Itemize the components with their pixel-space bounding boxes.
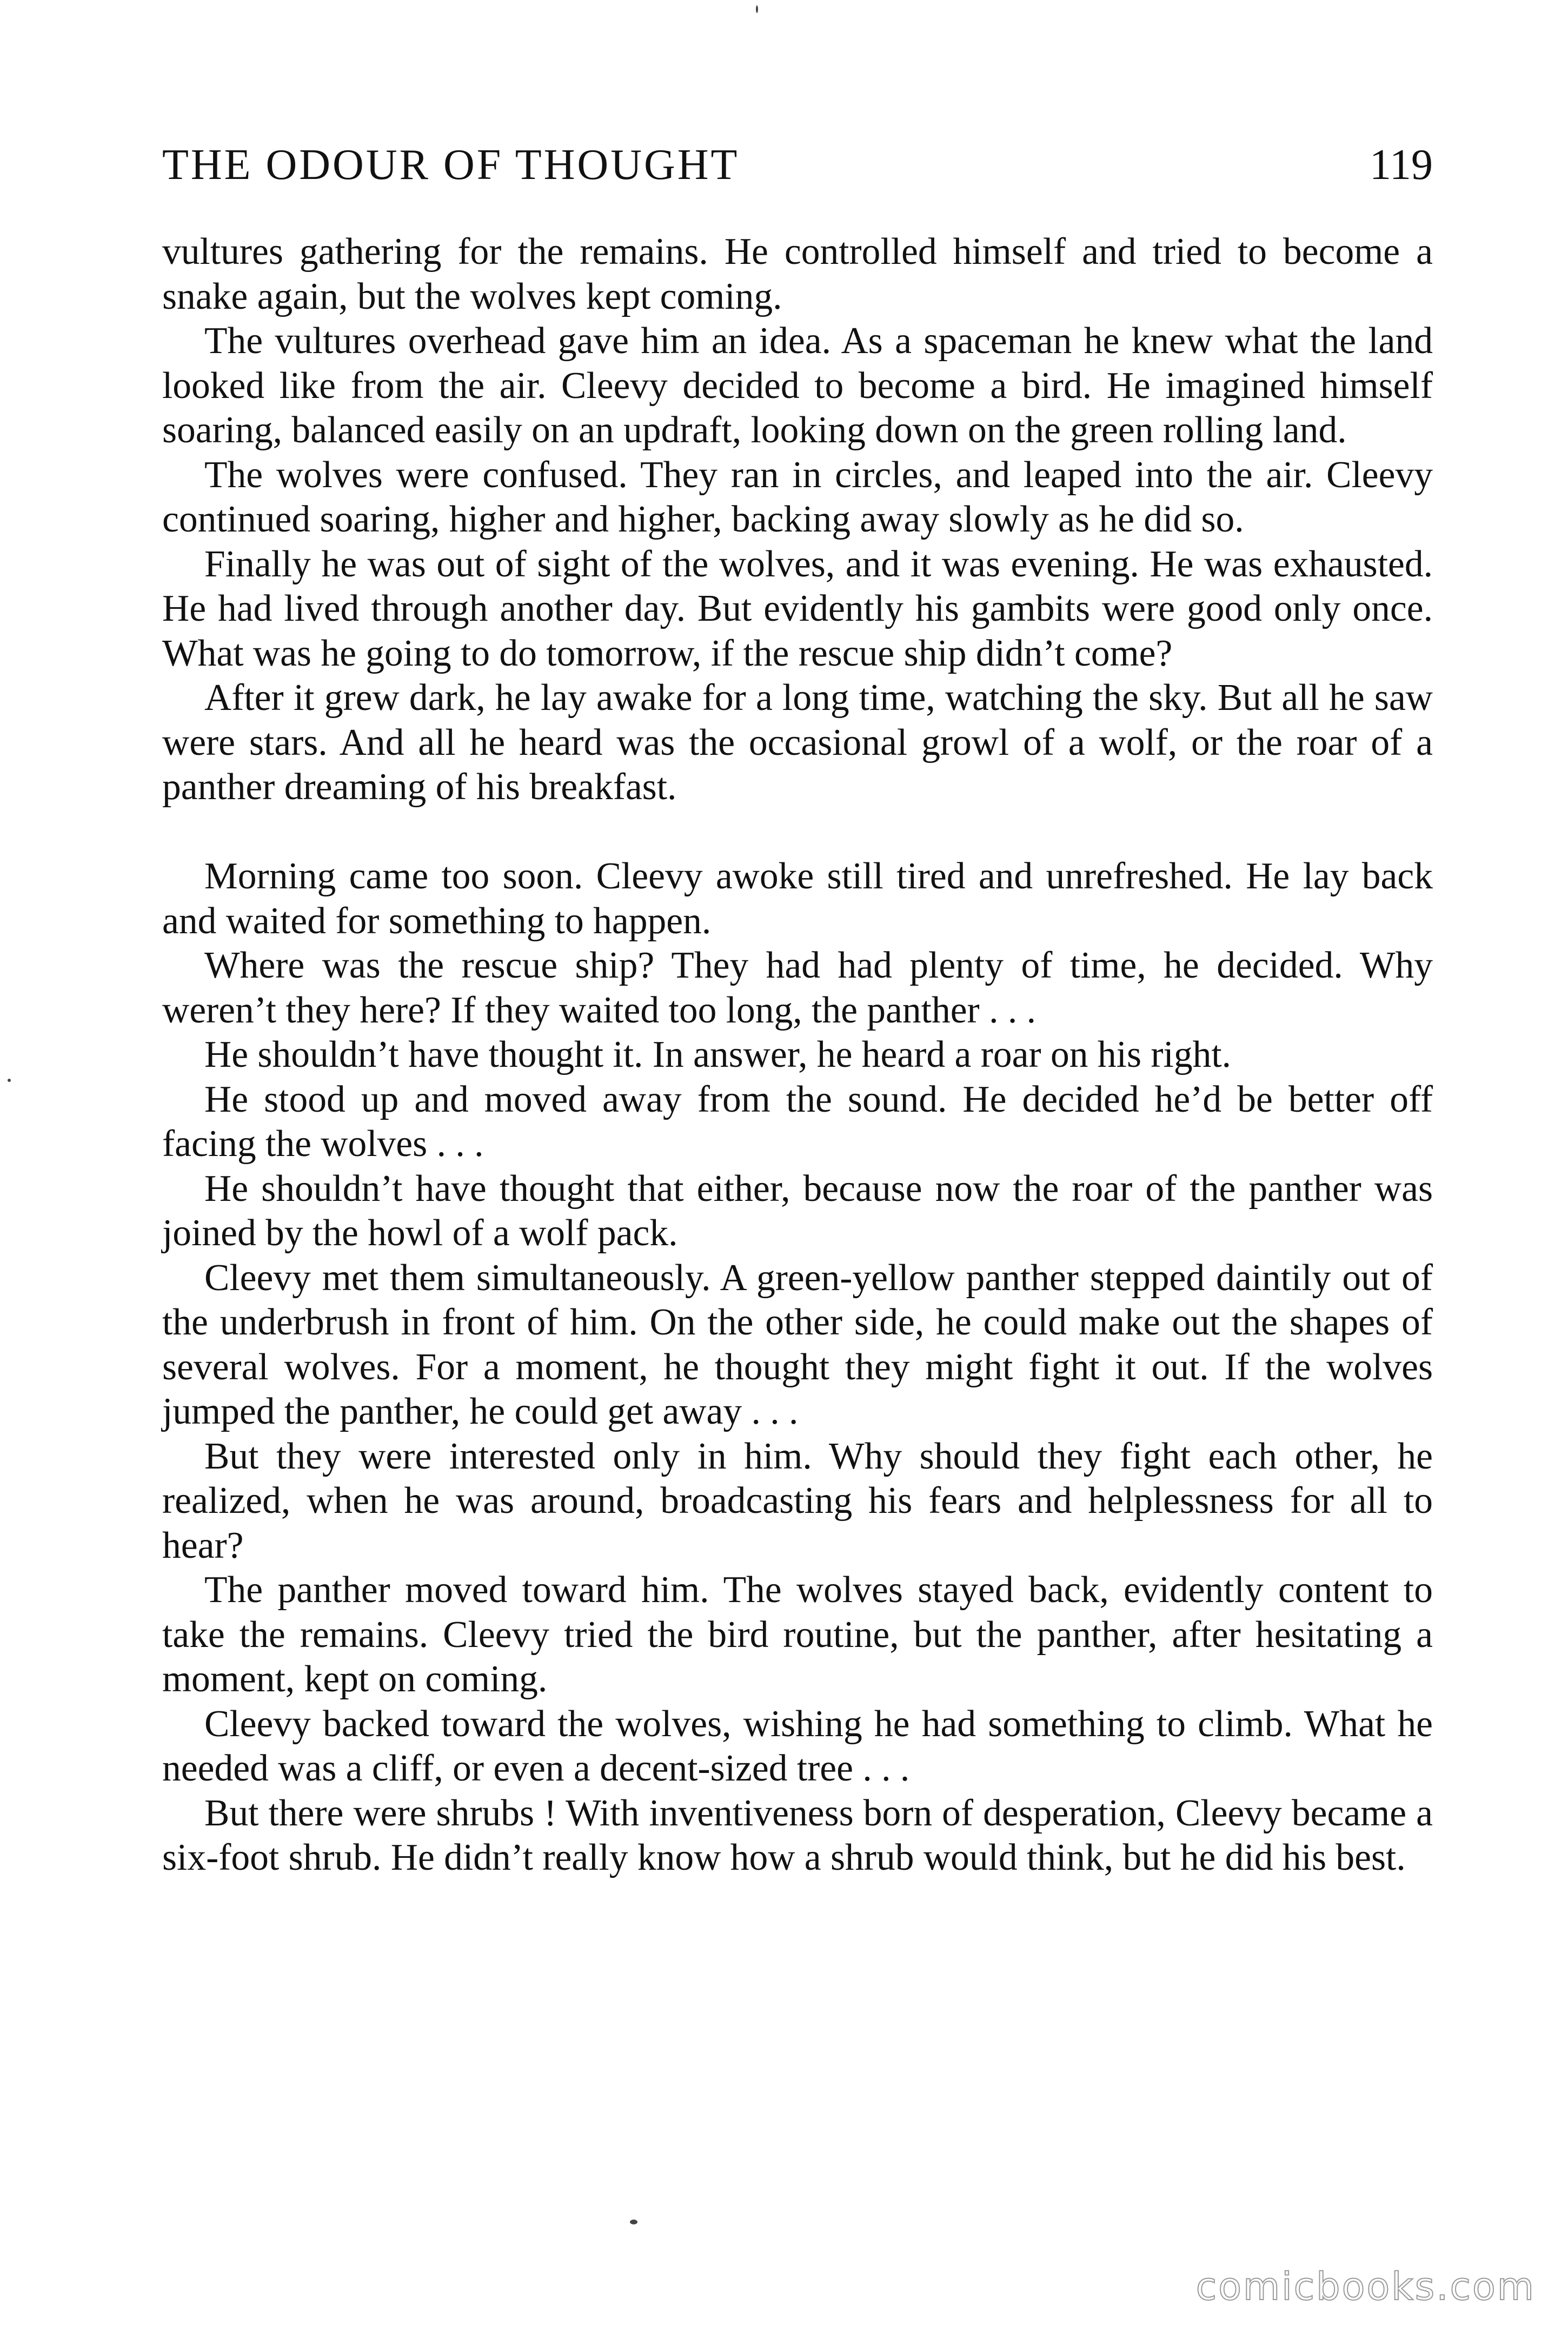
- print-speck: [630, 2220, 637, 2224]
- paragraph: Cleevy backed toward the wolves, wishing he had something to climb. What he needed was a cliff, or even a decent-sized tree . . .: [162, 1703, 1433, 1789]
- paragraph: He shouldn’t have thought it. In answer, he heard a roar on his right.: [204, 1034, 1231, 1075]
- paragraph: Cleevy met them simultaneously. A green-yellow panther stepped daintily out of the underbrush in front of him. On the other side, he could make out the shapes of several wolves. For a moment, he thought they might fight it out. If the wolves jumped the panther, he could get away . . .: [162, 1257, 1433, 1432]
- paragraph: But they were interested only in him. Why should they fight each other, he realized, when he was around, broadcasting his fears and helplessness for all to hear?: [162, 1435, 1433, 1566]
- print-speck: [8, 1079, 11, 1082]
- print-speck: [756, 5, 758, 13]
- watermark: comicbooks.com: [1195, 2264, 1536, 2309]
- paragraph: Finally he was out of sight of the wolves, and it was evening. He was exhausted. He had lived through another day. But evidently his gambits were good only once. What was he going to do tomorrow, if the rescue ship didn’t come?: [162, 543, 1433, 674]
- paragraph: The panther moved toward him. The wolves stayed back, evidently content to take the remains. Cleevy tried the bird routine, but the panther, after hesitating a moment, kept on coming.: [162, 1569, 1433, 1700]
- paragraph: He stood up and moved away from the sound. He decided he’d be better off facing the wolves . . .: [162, 1078, 1433, 1165]
- paragraph: He shouldn’t have thought that either, because now the roar of the panther was joined by the howl of a wolf pack.: [162, 1167, 1433, 1254]
- paragraph: The wolves were confused. They ran in circles, and leaped into the air. Cleevy continued soaring, higher and higher, backing away slowly as he did so.: [162, 454, 1433, 540]
- page-number: 119: [1369, 141, 1433, 189]
- paragraph: vultures gathering for the remains. He controlled himself and tried to become a snake again, but the wolves kept coming.: [162, 231, 1433, 317]
- paragraph: But there were shrubs ! With inventiveness born of desperation, Cleevy became a six-foot shrub. He didn’t really know how a shrub would think, but he did his best.: [162, 1792, 1433, 1878]
- paragraph: Where was the rescue ship? They had had plenty of time, he decided. Why weren’t they here? If they waited too long, the panther . . .: [162, 945, 1433, 1031]
- paragraph: After it grew dark, he lay awake for a long time, watching the sky. But all he saw were stars. And all he heard was the occasional growl of a wolf, or the roar of a panther dreaming of his breakfast.: [162, 677, 1433, 808]
- section-start-paragraph: Morning came too soon. Cleevy awoke still tired and unrefreshed. He lay back and waited for something to happen.: [162, 855, 1433, 942]
- body-text: [162, 230, 1433, 1881]
- running-title: THE ODOUR OF THOUGHT: [162, 141, 740, 189]
- paragraph: The vultures overhead gave him an idea. As a spaceman he knew what the land looked like from the air. Cleevy decided to become a bird. He imagined himself soaring, balanced easily on an updraft, looking down on the green rolling land.: [162, 320, 1433, 451]
- running-head: [162, 135, 1433, 195]
